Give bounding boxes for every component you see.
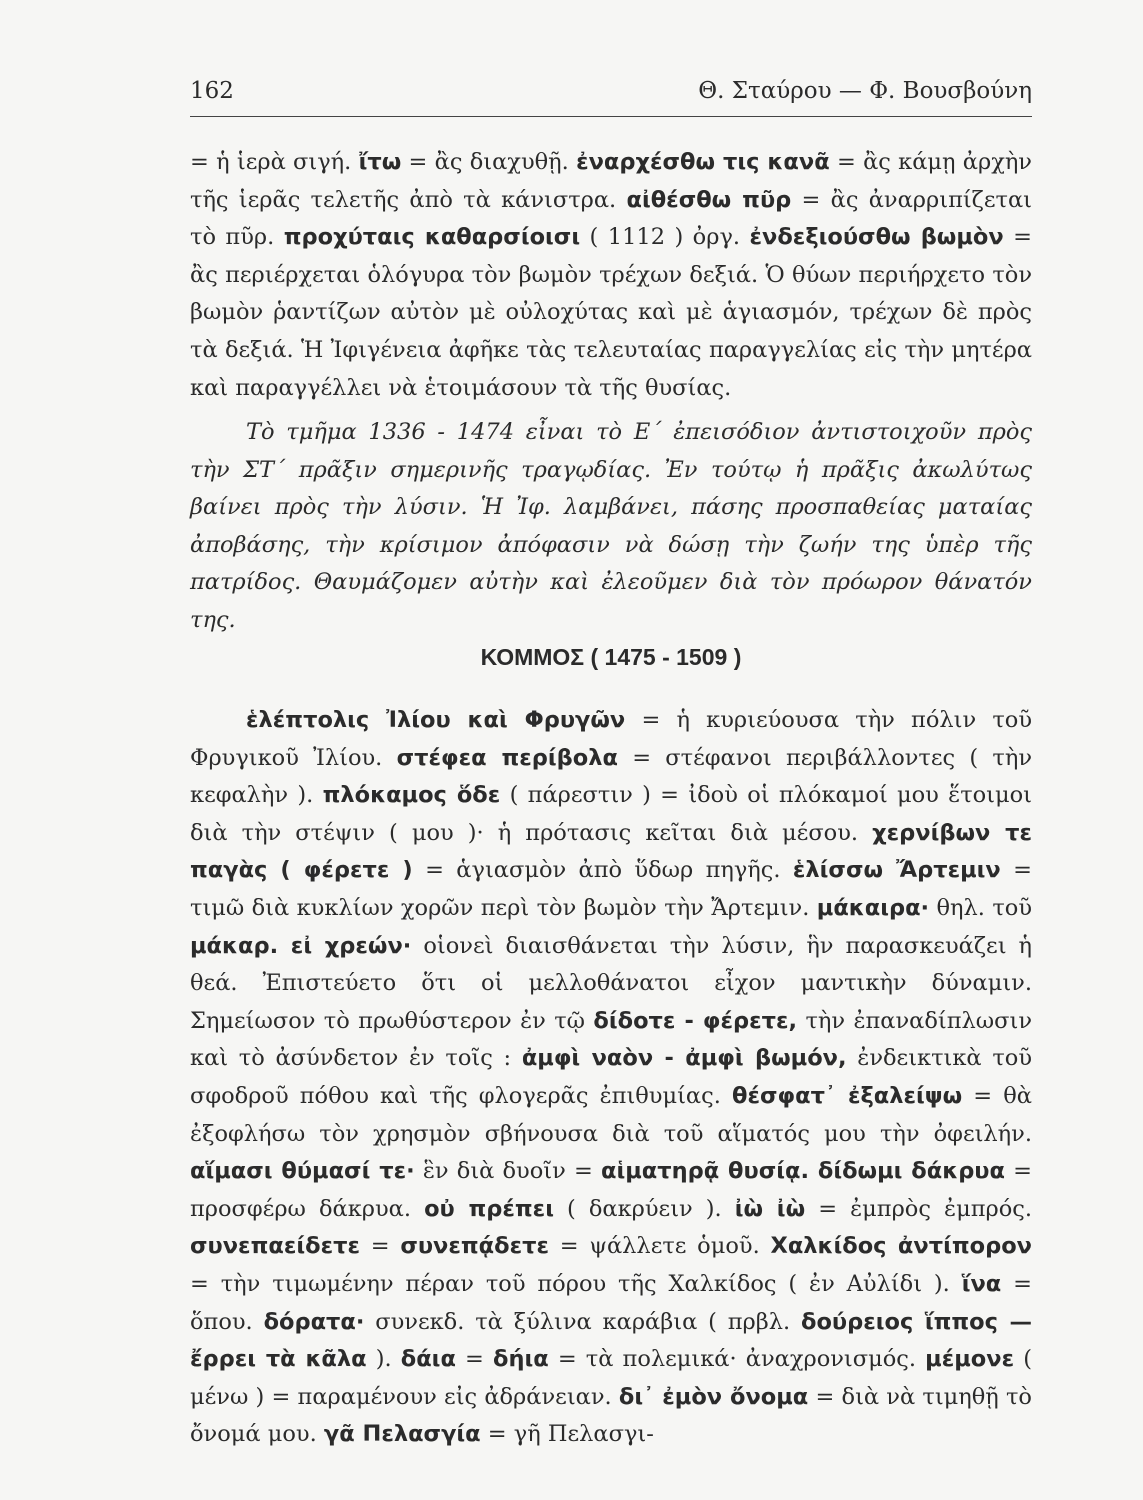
lemma-term: αἰθέσθω πῦρ (626, 186, 792, 213)
commentary-text: = προσφέρω δάκρυα. (190, 1158, 1032, 1222)
commentary-text: θηλ. τοῦ (929, 894, 1033, 921)
lemma-term: μάκαιρα· (816, 894, 930, 921)
section-title: ΚΟΜΜΟΣ ( 1475 - 1509 ) (480, 644, 742, 670)
lemma-term: συνεπᾴδετε (400, 1233, 550, 1260)
lemma-term: μάκαρ. εἰ χρεών· (190, 932, 412, 959)
page-number: 162 (190, 78, 234, 104)
lemma-term: ἑλίσσω Ἄρτεμιν (792, 857, 1001, 884)
lemma-term: ἴτω (358, 149, 402, 175)
commentary-text: = (455, 1346, 493, 1373)
commentary-text: = ὅπου. (190, 1270, 1032, 1335)
commentary-text: συνεκδ. τὰ ξύλινα καράβια ( πρβλ. (364, 1308, 801, 1335)
page-header (190, 78, 1032, 114)
commentary-text: ἓν διὰ δυοῖν = (414, 1158, 602, 1185)
lemma-term: ἐνδεξιούσθω βωμὸν (749, 224, 1004, 251)
episode-summary-text: Τὸ τμῆμα 1336 - 1474 εἶναι τὸ Ε΄ ἐπεισόδιον ἀντιστοιχοῦν πρὸς τὴν ΣΤ΄ πρᾶξιν σημερινῆς τραγῳδίας. Ἐν τούτῳ ἡ πρᾶξις ἀκωλύτως βαίνει πρὸς τὴν λύσιν. Ἡ Ἰφ. λαμβάνει, πάσης προσπαθείας ματαίας ἀποβάσης, τὴν κρίσιμον ἀπόφασιν νὰ δώσῃ τὴν ζωήν της ὑπὲρ τῆς πατρίδος. Θαυμάζομεν αὐτὴν καὶ ἐλεοῦμεν διὰ τὸν πρόωρον θάνατόν της. (190, 419, 1032, 633)
lemma-term: δάια (400, 1346, 456, 1373)
lemma-term: δήια (493, 1346, 549, 1373)
running-title: Θ. Σταύρου — Φ. Βουσβούνη (698, 78, 1032, 104)
commentary-text: = ἂς διαχυθῇ. (401, 149, 577, 175)
lemma-term: δίδοτε - φέρετε, (593, 1007, 798, 1034)
commentary-text: = ἂς ἀναρριπίζεται τὸ πῦρ. (190, 186, 1032, 251)
lemma-term: ἐναρχέσθω τις κανᾶ (576, 149, 830, 175)
lemma-term: αἵμασι θύμασί τε· (190, 1158, 415, 1185)
lemma-term: ἵνα (961, 1270, 1002, 1297)
commentary-text: = τιμῶ διὰ κυκλίων χορῶν περὶ τὸν βωμὸν τὴν Ἄρτεμιν. (190, 857, 1032, 921)
commentary-text: ( πάρεστιν ) = ἰδοὺ οἱ πλόκαμοί μου ἕτοιμοι διὰ τὴν στέψιν ( μου )· ἡ πρότασις κεῖται διὰ μέσου. (190, 782, 1032, 846)
commentary-text: = διὰ νὰ τιμηθῇ τὸ ὄνομά μου. (190, 1383, 1032, 1448)
commentary-text: τὴν ἐπαναδίπλωσιν καὶ τὸ ἀσύνδετον ἐν τοῖς : (190, 1007, 1032, 1072)
commentary-text: ). (366, 1346, 401, 1373)
lemma-term: πλόκαμος ὅδε (322, 782, 501, 809)
commentary-text: = ἡ ἱερὰ σιγή. (190, 149, 359, 175)
lemma-term: δούρειος ἵππος — ἔρρει τὰ κᾶλα (190, 1308, 1032, 1373)
commentary-text: ( μένω ) = παραμένουν εἰς ἀδράνειαν. (190, 1346, 1033, 1410)
commentary-text: = (359, 1233, 401, 1260)
lemma-term: μέμονε (925, 1346, 1015, 1373)
lemma-term: θέσφατ᾽ ἐξαλείψω (732, 1082, 963, 1109)
commentary-text: = γῆ Πελασγι- (480, 1421, 654, 1448)
lemma-term: ἀμφὶ ναὸν - ἀμφὶ βωμόν, (521, 1045, 847, 1072)
lemma-term: χερνίβων τε παγὰς ( φέρετε ) (190, 819, 1032, 884)
lemma-term: δόρατα· (263, 1308, 365, 1335)
paragraph-kommos-commentary (190, 702, 1032, 1454)
lemma-term: στέφεα περίβολα (396, 744, 618, 771)
commentary-text: ( 1112 ) ὀργ. (580, 224, 750, 251)
commentary-text: = στέφανοι περιβάλλοντες ( τὴν κεφαλὴν ). (190, 744, 1032, 809)
lemma-term: συνεπαείδετε (190, 1233, 360, 1260)
commentary-text: = ἐμπρὸς ἐμπρός. (805, 1195, 1033, 1222)
lemma-term: οὐ πρέπει (424, 1195, 554, 1222)
lemma-term: αἱματηρᾷ θυσίᾳ. δίδωμι δάκρυα (601, 1158, 1005, 1185)
lemma-term: Χαλκίδος ἀντίπορον (770, 1233, 1032, 1260)
lemma-term: ἑλέπτολις Ἰλίου καὶ Φρυγῶν (246, 707, 626, 733)
commentary-text: ( δακρύειν ). (553, 1195, 735, 1222)
header-rule (190, 116, 1032, 117)
lemma-term: δι᾽ ἐμὸν ὄνομα (618, 1383, 809, 1410)
commentary-text: = τὴν τιμωμένην πέραν τοῦ πόρου τῆς Χαλκίδος ( ἐν Αὐλίδι ). (190, 1270, 962, 1297)
commentary-text: = ψάλλετε ὁμοῦ. (549, 1233, 771, 1260)
lemma-term: ἰὼ ἰὼ (734, 1195, 806, 1222)
commentary-text: = ἂς κάμῃ ἀρχὴν τῆς ἱερᾶς τελετῆς ἀπὸ τὰ κάνιστρα. (190, 149, 1032, 213)
commentary-text: οἱονεὶ διαισθάνεται τὴν λύσιν, ἣν παρασκευάζει ἡ θεά. Ἐπιστεύετο ὅτι οἱ μελλοθάνατοι εἶχον μαντικὴν δύναμιν. Σημείωσον τὸ πρωθύστερον ἐν τῷ (190, 932, 1032, 1034)
lemma-term: γᾶ Πελασγία (323, 1421, 481, 1448)
commentary-text: ἐνδεικτικὰ τοῦ σφοδροῦ πόθου καὶ τῆς φλογερᾶς ἐπιθυμίας. (190, 1045, 1032, 1109)
paragraph-episode-summary (190, 414, 1032, 640)
commentary-text: = ἡ κυριεύουσα τὴν πόλιν τοῦ Φρυγικοῦ Ἰλίου. (190, 707, 1032, 771)
commentary-text: = ἂς περιέρχεται ὁλόγυρα τὸν βωμὸν τρέχων δεξιά. Ὁ θύων περιήρχετο τὸν βωμὸν ῥαντίζων αὐτὸν μὲ οὐλοχύτας καὶ μὲ ἁγιασμόν, τρέχων δὲ πρὸς τὰ δεξιά. Ἡ Ἰφιγένεια ἀφῆκε τὰς τελευταίας παραγγελίας εἰς τὴν μητέρα καὶ παραγγέλλει νὰ ἑτοιμάσουν τὰ τῆς θυσίας. (190, 224, 1032, 401)
paragraph-commentary-1 (190, 144, 1032, 407)
lemma-term: προχύταις καθαρσίοισι (283, 224, 581, 251)
commentary-text: = θὰ ἐξοφλήσω τὸν χρησμὸν σβήνουσα διὰ τοῦ αἵματός μου τὴν ὀφειλήν. (190, 1082, 1032, 1147)
commentary-text: = τὰ πολεμικά· ἀναχρονισμός. (548, 1346, 926, 1373)
commentary-text: = ἁγιασμὸν ἀπὸ ὕδωρ πηγῆς. (412, 857, 793, 884)
